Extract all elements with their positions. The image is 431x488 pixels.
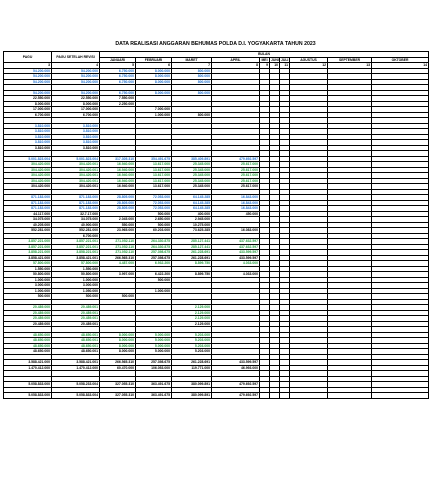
- table-cell: 40.205.000: [4, 222, 52, 228]
- table-cell: 271.052.110: [100, 244, 136, 250]
- table-cell: 1.000.000: [136, 112, 172, 118]
- table-cell: 48.650.001: [52, 338, 100, 344]
- table-cell: 285.127.441: [172, 244, 212, 250]
- table-cell: 2.650.000: [136, 217, 172, 223]
- table-cell: 72.053.000: [136, 195, 172, 201]
- table-cell: 48.650.001: [52, 343, 100, 349]
- table-cell: 261.228.691: [172, 250, 212, 256]
- table-cell: 6.750.000: [100, 79, 136, 85]
- table-cell: 285.127.441: [172, 239, 212, 245]
- table-cell: 25.617.000: [212, 162, 260, 168]
- table-cell: 3.588.421.001: [52, 360, 100, 366]
- table-cell: 8.000.000: [100, 343, 136, 349]
- table-cell: [260, 393, 270, 399]
- header-month: OKTOBER: [372, 57, 429, 63]
- table-cell: 5.203.000: [172, 332, 212, 338]
- table-cell: 16.940.000: [100, 167, 136, 173]
- table-cell: 552.281.000: [52, 228, 100, 234]
- table-cell: 5.058.833.000: [4, 393, 52, 399]
- table-cell: 54.200.000: [52, 90, 100, 96]
- table-cell: 7.000.000: [136, 107, 172, 113]
- table-cell: 6.700.000: [4, 112, 52, 118]
- table-cell: 400.000: [172, 211, 212, 217]
- table-cell: 266.565.310: [100, 255, 136, 261]
- table-cell: 17.000.000: [4, 107, 52, 113]
- table-cell: 7.550.000: [100, 96, 136, 102]
- column-number: 13: [328, 63, 372, 69]
- table-cell: 54.200.000: [52, 74, 100, 80]
- table-cell: 25.345.000: [172, 167, 212, 173]
- table-cell: 3.857.221.001: [52, 244, 100, 250]
- table-cell: 54.200.000: [52, 68, 100, 74]
- table-cell: 48.650.000: [4, 343, 52, 349]
- column-number: 7: [172, 63, 212, 69]
- table-cell: 6.422.200: [136, 272, 172, 278]
- table-cell: 261.228.691: [172, 360, 212, 366]
- table-cell: 3.000.000: [4, 283, 52, 289]
- table-cell: 16.843.000: [212, 206, 260, 212]
- table-cell: 13.617.000: [136, 162, 172, 168]
- column-number: 8: [212, 63, 260, 69]
- table-cell: 13.617.000: [136, 167, 172, 173]
- table-cell: [290, 393, 328, 399]
- table-cell: 363.491.675: [136, 382, 172, 388]
- table-cell: 22.550.000: [52, 96, 100, 102]
- header-pagu-revisi: PAGU SETELAH REVISI: [52, 52, 100, 63]
- table-cell: 3.858.221.000: [4, 250, 52, 256]
- table-cell: 48.650.000: [4, 338, 52, 344]
- budget-table: [3, 51, 429, 399]
- table-cell: 1.550.000: [52, 266, 100, 272]
- table-cell: 5.203.000: [172, 343, 212, 349]
- table-cell: 3.858.421.001: [52, 255, 100, 261]
- table-cell: 4.033.000: [212, 272, 260, 278]
- table-cell: 261.228.691: [172, 255, 212, 261]
- header-month: MARET: [172, 57, 212, 63]
- table-cell: 10.275.000: [172, 222, 212, 228]
- table-body: [4, 68, 429, 398]
- table-cell: 8.000.000: [52, 101, 100, 107]
- column-number: 10: [270, 63, 280, 69]
- table-cell: 16.843.000: [212, 195, 260, 201]
- table-cell: 871.183.000: [4, 195, 52, 201]
- header-month: AGUSTUS: [290, 57, 328, 63]
- table-cell: 552.281.000: [4, 228, 52, 234]
- table-cell: 2.945.000: [172, 217, 212, 223]
- table-cell: 3.810.000: [52, 134, 100, 140]
- table-cell: 8.000.000: [136, 90, 172, 96]
- table-cell: [372, 393, 429, 399]
- table-cell: 64.145.285: [172, 195, 212, 201]
- header-bulan: BULAN: [100, 52, 429, 58]
- table-cell: [280, 393, 290, 399]
- table-cell: 20.489.000: [4, 310, 52, 316]
- table-cell: 16.083.000: [212, 228, 260, 234]
- table-cell: 871.183.000: [52, 206, 100, 212]
- table-cell: 8.000.000: [136, 68, 172, 74]
- table-cell: 25.345.000: [172, 184, 212, 190]
- header-month: JUNI: [271, 57, 279, 62]
- column-number: 4: [52, 63, 100, 69]
- table-cell: 40.900.000: [52, 222, 100, 228]
- table-cell: 25.617.000: [212, 178, 260, 184]
- table-cell: 3.810.000: [4, 123, 52, 129]
- table-cell: 2.129.000: [172, 305, 212, 311]
- table-cell: 5.001.823.004: [4, 156, 52, 162]
- table-cell: 1.050.000: [52, 288, 100, 294]
- table-cell: 1.000.000: [52, 277, 100, 283]
- table-cell: 73.625.285: [172, 228, 212, 234]
- table-cell: 16.940.000: [100, 162, 136, 168]
- table-cell: 13.617.000: [136, 173, 172, 179]
- table-cell: 3.858.421.000: [4, 255, 52, 261]
- table-cell: [270, 393, 280, 399]
- table-cell: 6.700.000: [52, 112, 100, 118]
- table-cell: 264.330.875: [136, 239, 172, 245]
- table-cell: 20.489.001: [52, 316, 100, 322]
- table-cell: 57.800.000: [52, 261, 100, 267]
- column-number: 9: [260, 63, 270, 69]
- table-cell: 25.345.000: [172, 162, 212, 168]
- table-cell: 380.099.891: [172, 382, 212, 388]
- column-number: 14: [372, 63, 429, 69]
- table-cell: 1.000.000: [4, 288, 52, 294]
- table-cell: 28.805.000: [100, 200, 136, 206]
- table-cell: 1.000.000: [136, 288, 172, 294]
- table-cell: 327.055.310: [100, 382, 136, 388]
- table-cell: 119.771.000: [172, 365, 212, 371]
- header-month: MEI: [261, 57, 268, 62]
- table-cell: 385.409.891: [172, 156, 212, 162]
- table-cell: 800.000: [172, 68, 212, 74]
- header-month: SEPTEMBER: [328, 57, 372, 63]
- table-cell: 304.420.001: [52, 178, 100, 184]
- table-cell: 500.000: [4, 294, 52, 300]
- header-month: APRIL: [212, 57, 260, 63]
- table-cell: 2.250.000: [100, 101, 136, 107]
- table-cell: 3.997.000: [100, 272, 136, 278]
- table-cell: 25.345.000: [172, 178, 212, 184]
- table-cell: 500.000: [136, 277, 172, 283]
- table-cell: 28.805.000: [100, 206, 136, 212]
- table-cell: [328, 393, 372, 399]
- table-cell: 22.550.000: [4, 96, 52, 102]
- table-cell: 6.750.000: [100, 90, 136, 96]
- table-cell: 304.420.000: [4, 173, 52, 179]
- table-row: [4, 393, 429, 399]
- table-cell: 433.599.597: [212, 255, 260, 261]
- table-cell: 48.650.000: [4, 332, 52, 338]
- table-cell: 54.200.000: [4, 74, 52, 80]
- table-cell: 3.810.000: [4, 140, 52, 146]
- table-cell: 54.200.000: [4, 90, 52, 96]
- table-cell: 5.000.000: [136, 343, 172, 349]
- table-cell: 450.000: [212, 211, 260, 217]
- column-number: 12: [290, 63, 328, 69]
- header-month: JULI: [281, 57, 289, 62]
- table-cell: 5.058.833.004: [52, 393, 100, 399]
- table-cell: 60.203.000: [136, 228, 172, 234]
- table-cell: 106.053.000: [136, 365, 172, 371]
- table-cell: 1.000.000: [4, 277, 52, 283]
- table-cell: 479.692.597: [212, 393, 260, 399]
- table-cell: 6.700.000: [52, 233, 100, 239]
- table-cell: 34.075.000: [4, 217, 52, 223]
- table-cell: 57.800.000: [4, 261, 52, 267]
- column-number: 5: [100, 63, 136, 69]
- table-cell: 25.617.000: [212, 167, 260, 173]
- table-cell: 64.145.285: [172, 200, 212, 206]
- table-cell: 550.000: [100, 222, 136, 228]
- table-cell: 34.075.000: [52, 217, 100, 223]
- table-cell: 1.470.412.000: [4, 365, 52, 371]
- table-cell: 304.420.001: [52, 162, 100, 168]
- column-number: 11: [280, 63, 290, 69]
- header-pagu: PAGU: [4, 52, 52, 63]
- table-cell: 3.857.221.000: [4, 239, 52, 245]
- table-cell: 3.588.421.000: [4, 360, 52, 366]
- table-cell: 64.145.285: [172, 206, 212, 212]
- table-cell: 50.800.000: [52, 272, 100, 278]
- table-cell: 3.810.000: [52, 123, 100, 129]
- table-cell: 871.183.000: [52, 195, 100, 201]
- table-cell: 3.810.000: [4, 134, 52, 140]
- table-cell: 8.000.000: [100, 338, 136, 344]
- table-cell: 6.750.000: [100, 74, 136, 80]
- table-cell: 271.052.110: [100, 250, 136, 256]
- table-cell: 2.129.000: [172, 316, 212, 322]
- table-cell: 437.632.597: [212, 239, 260, 245]
- table-cell: 16.940.000: [100, 184, 136, 190]
- table-cell: 1.470.412.000: [52, 365, 100, 371]
- column-number: 3: [4, 63, 52, 69]
- table-cell: 20.489.001: [52, 305, 100, 311]
- table-cell: 271.052.110: [100, 239, 136, 245]
- table-cell: 6.750.000: [100, 68, 136, 74]
- table-cell: 4.487.000: [100, 261, 136, 267]
- table-cell: 5.203.000: [172, 349, 212, 355]
- table-cell: 479.692.597: [212, 156, 260, 162]
- table-cell: 25.617.000: [212, 184, 260, 190]
- table-cell: 8.000.000: [100, 332, 136, 338]
- header-month: JANUARI: [100, 57, 136, 63]
- table-cell: 5.000.000: [136, 349, 172, 355]
- table-cell: 8.000.000: [100, 349, 136, 355]
- table-cell: 304.420.000: [4, 167, 52, 173]
- table-cell: 3.810.000: [52, 140, 100, 146]
- table-cell: 3.810.000: [4, 129, 52, 135]
- table-cell: 257.398.675: [136, 255, 172, 261]
- table-cell: 8.000.000: [136, 74, 172, 80]
- table-cell: 3.810.000: [52, 129, 100, 135]
- table-cell: 380.099.891: [172, 393, 212, 399]
- table-cell: 54.200.000: [4, 79, 52, 85]
- document-title: DATA REALISASI ANGGARAN BEHUMAS POLDA D.I. YOGYAKARTA TAHUN 2023: [115, 41, 316, 47]
- table-cell: 257.398.675: [136, 250, 172, 256]
- table-cell: 54.200.000: [52, 79, 100, 85]
- table-cell: 500.000: [100, 294, 136, 300]
- table-cell: 871.183.000: [4, 206, 52, 212]
- table-cell: 363.491.675: [136, 393, 172, 399]
- table-cell: 48.650.001: [52, 332, 100, 338]
- table-cell: 500.000: [52, 294, 100, 300]
- table-cell: 20.489.000: [4, 316, 52, 322]
- table-cell: 500.000: [136, 222, 172, 228]
- table-cell: 3.857.221.001: [52, 239, 100, 245]
- table-cell: 20.489.001: [52, 321, 100, 327]
- table-cell: 5.058.233.004: [52, 382, 100, 388]
- table-cell: 8.000.000: [4, 101, 52, 107]
- table-cell: 3.810.000: [52, 145, 100, 151]
- table-cell: 2.045.000: [100, 217, 136, 223]
- table-cell: 871.183.000: [52, 200, 100, 206]
- table-cell: 433.599.597: [212, 250, 260, 256]
- table-cell: 25.345.000: [172, 173, 212, 179]
- table-cell: 46.993.000: [212, 365, 260, 371]
- table-cell: 304.420.001: [52, 167, 100, 173]
- table-cell: 266.565.310: [100, 360, 136, 366]
- table-cell: 4.033.000: [212, 261, 260, 267]
- table-cell: 48.650.000: [4, 349, 52, 355]
- table-cell: 5.058.833.000: [4, 382, 52, 388]
- table-cell: 3.000.000: [52, 283, 100, 289]
- table-cell: 2.129.000: [172, 321, 212, 327]
- table-cell: 500.000: [136, 211, 172, 217]
- table-cell: 304.420.000: [4, 178, 52, 184]
- table-cell: 72.053.000: [136, 200, 172, 206]
- table-cell: 3.857.221.000: [4, 244, 52, 250]
- table-cell: 23.965.000: [100, 228, 136, 234]
- table-cell: 327.055.310: [100, 393, 136, 399]
- table-cell: 16.940.000: [100, 178, 136, 184]
- table-cell: 257.398.675: [136, 360, 172, 366]
- table-cell: 5.000.000: [136, 338, 172, 344]
- header-month: FEBRUARI: [136, 57, 172, 63]
- table-cell: 48.650.001: [52, 349, 100, 355]
- table-cell: 60.470.000: [100, 365, 136, 371]
- table-cell: 6.932.200: [136, 261, 172, 267]
- table-cell: 25.617.000: [212, 173, 260, 179]
- table-cell: 433.599.597: [212, 360, 260, 366]
- table-cell: 44.117.000: [4, 211, 52, 217]
- table-cell: 20.489.001: [52, 310, 100, 316]
- table-cell: 2.129.000: [172, 310, 212, 316]
- table-cell: 264.330.875: [136, 244, 172, 250]
- table-cell: 317.305.310: [100, 156, 136, 162]
- table-cell: 479.692.597: [212, 382, 260, 388]
- table-cell: 304.420.001: [52, 184, 100, 190]
- table-cell: 3.810.000: [4, 145, 52, 151]
- table-cell: 5.203.000: [172, 338, 212, 344]
- column-number: 6: [136, 63, 172, 69]
- table-cell: 8.899.750: [172, 261, 212, 267]
- table-cell: 8.899.750: [172, 272, 212, 278]
- table-cell: 32.7.17.000: [52, 211, 100, 217]
- table-cell: 28.805.000: [100, 195, 136, 201]
- table-cell: 5.000.000: [136, 332, 172, 338]
- table-cell: 13.617.000: [136, 178, 172, 184]
- table-cell: 1.550.000: [4, 266, 52, 272]
- table-cell: 437.632.597: [212, 244, 260, 250]
- table-cell: 800.000: [172, 112, 212, 118]
- table-cell: 54.200.000: [4, 68, 52, 74]
- table-cell: 3.858.221.001: [52, 250, 100, 256]
- table-cell: 5.001.823.004: [52, 156, 100, 162]
- table-cell: 354.491.675: [136, 156, 172, 162]
- table-cell: 304.420.000: [4, 184, 52, 190]
- table-cell: 800.000: [172, 79, 212, 85]
- table-cell: 16.843.000: [212, 200, 260, 206]
- table-cell: 304.420.001: [52, 173, 100, 179]
- table-cell: 16.940.000: [100, 173, 136, 179]
- table-cell: 8.000.000: [136, 79, 172, 85]
- table-cell: 72.053.000: [136, 206, 172, 212]
- table-cell: 13.617.000: [136, 184, 172, 190]
- table-cell: 20.489.000: [4, 305, 52, 311]
- table-cell: 50.800.000: [4, 272, 52, 278]
- table-cell: 304.420.000: [4, 162, 52, 168]
- table-cell: 17.000.000: [52, 107, 100, 113]
- table-cell: 20.489.000: [4, 321, 52, 327]
- table-cell: 871.183.000: [4, 200, 52, 206]
- table-cell: 800.000: [172, 90, 212, 96]
- table-cell: 800.000: [172, 74, 212, 80]
